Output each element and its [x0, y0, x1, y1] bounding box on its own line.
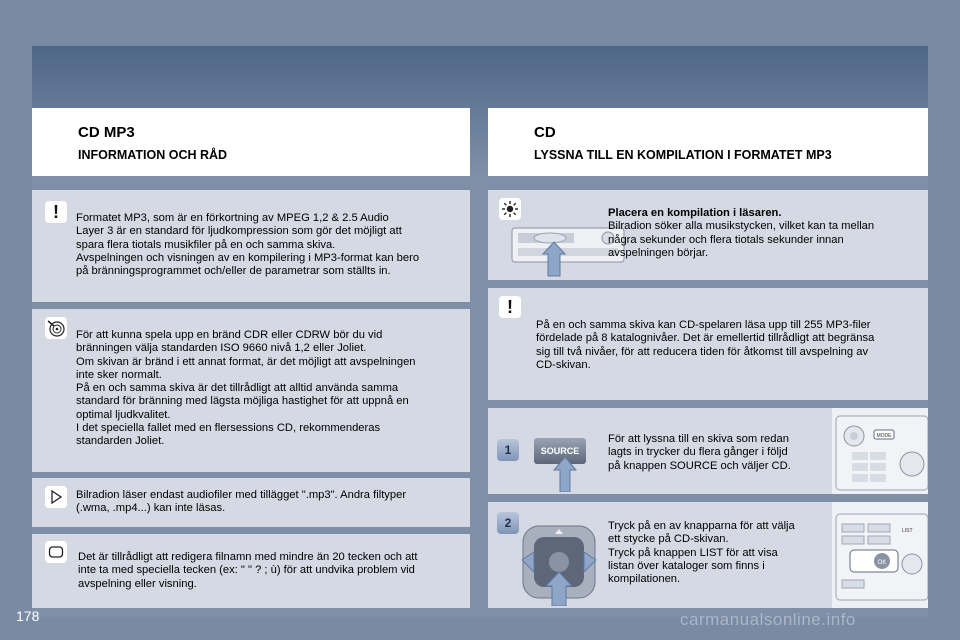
step-2-number: 2 [497, 512, 519, 534]
right-info-box-1 [488, 190, 928, 280]
svg-text:OK: OK [877, 560, 887, 566]
step-1-text: För att lyssna till en skiva som redan lagts in trycker du flera gånger i följd på knappen SOURCE och väljer CD. [608, 433, 791, 472]
left-title: CD MP3 [78, 124, 135, 141]
step-1-number: 1 [497, 439, 519, 461]
left-info-box-4 [32, 534, 470, 608]
source-button-illustration: SOURCE [534, 438, 586, 464]
right-block2-text: På en och samma skiva kan CD-spelaren läsa upp till 255 MP3-filer fördelade på 8 katalognivåer. Det är emellertid tillrådligt att begränsa sig till två nivåer, för att reducera tiden för åtkomst till avspelning av CD-skivan. [536, 319, 875, 371]
left-block4-text: Det är tillrådligt att redigera filnamn med mindre än 20 tecken och att inte ta med speciella tecken (ex: " " ? ; ù) för att undvika problem vid avspelning eller visning. [78, 551, 418, 590]
right-info-box-2 [488, 288, 928, 400]
arrow-up-icon [552, 456, 578, 492]
right-title: CD [534, 124, 556, 141]
svg-text:MODE: MODE [876, 433, 892, 439]
watermark: carmanualsonline.info [680, 610, 856, 629]
disc-tip-icon [45, 317, 67, 339]
right-block1-heading: Placera en kompilation i läsaren. [608, 207, 782, 219]
step-2-text: Tryck på en av knapparna för att välja ett stycke på CD-skivan. Tryck på knappen LIST för att visa listan över kataloger som finns i kompilationen. [608, 520, 795, 586]
right-header [488, 108, 928, 176]
direction-pad-illustration [518, 520, 600, 606]
warning-icon: ! [45, 201, 67, 223]
left-block1-text: Formatet MP3, som är en förkortning av MPEG 1,2 & 2.5 Audio Layer 3 är en standard för ljudkompression som gör det möjligt att spara flera tiotals musikfiler på en och samma skiva. Avspelningen och visningen av en kompilering i MP3-format kan bero på bränningsprogrammet och/eller de parametrar som ställts in. [76, 212, 420, 278]
radio-keypad-illustration [832, 502, 928, 608]
left-subtitle: INFORMATION OCH RÅD [78, 148, 228, 162]
radio-panel-illustration [832, 408, 928, 494]
page-number: 178 [16, 608, 40, 624]
left-block3-text: Bilradion läser endast audiofiler med tillägget ".mp3". Andra filtyper (.wma, .mp4...) kan inte läsas. [76, 489, 407, 515]
right-subtitle: LYSSNA TILL EN KOMPILATION I FORMATET MP3 [534, 148, 832, 162]
step-2-box [488, 502, 928, 608]
left-info-box-3 [32, 478, 470, 527]
left-header [32, 108, 470, 176]
play-icon [45, 486, 67, 508]
left-info-box-2 [32, 309, 470, 472]
note-icon [45, 541, 67, 563]
right-block1-text: Placera en kompilation i läsaren. Bilradion söker alla musikstycken, vilket kan ta mellan några sekunder och flera tiotals sekunder innan avspelningen börjar. [608, 207, 875, 259]
sun-tip-icon [499, 198, 521, 220]
left-block2-text: För att kunna spela upp en bränd CDR eller CDRW bör du vid bränningen välja standarden ISO 9660 nivå 1,2 eller Joliet. Om skivan är bränd i ett annat format, är det möjligt att avspelningen inte sker normalt. På en och samma skiva är det tillrådligt att alltid använda samma standard för bränning med lägsta möjliga hastighet för att uppnå en optimal ljudkvalitet. I det speciella fallet med en flersessions CD, rekommenderas standarden Joliet. [76, 329, 416, 448]
left-info-box-1 [32, 190, 470, 302]
step-1-box [488, 408, 928, 494]
warning-icon: ! [499, 296, 521, 318]
svg-text:LIST: LIST [902, 528, 913, 534]
